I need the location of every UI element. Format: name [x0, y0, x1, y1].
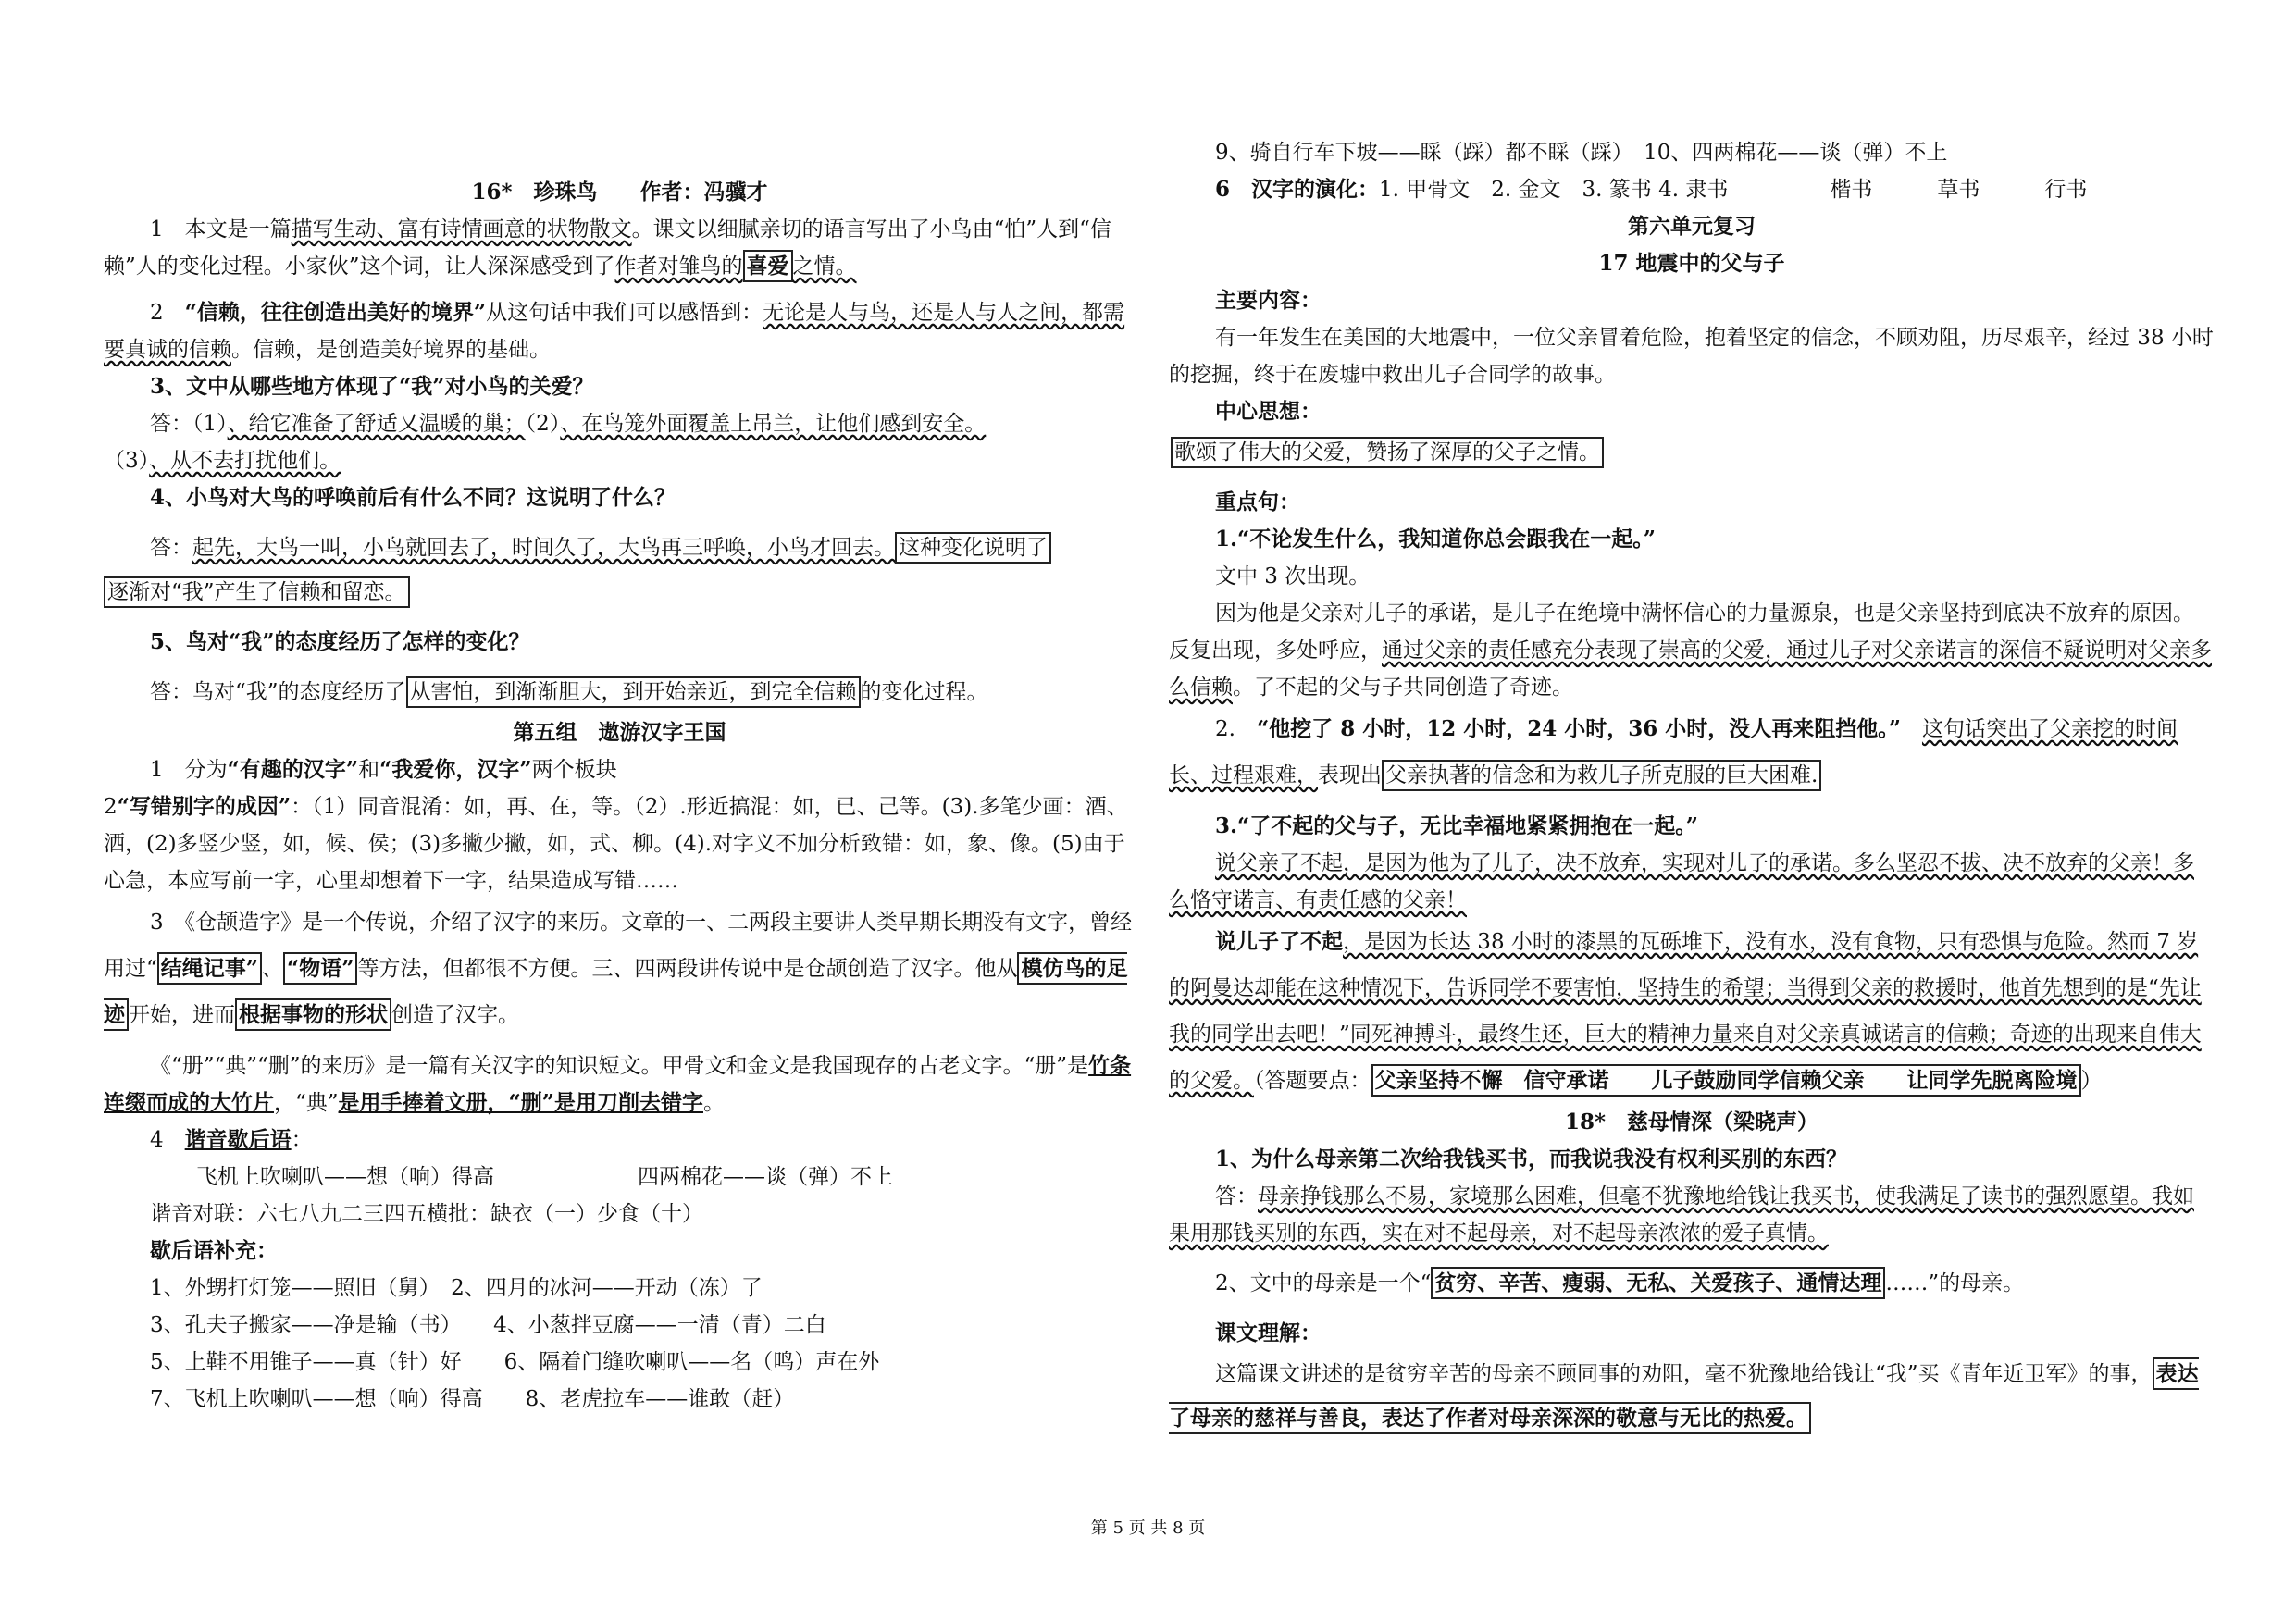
text: 草书 [1937, 178, 1980, 202]
text: 答： [1215, 1184, 1258, 1209]
underlined-text: 无论是人与鸟，还是人与人之间，都需要真诚的信赖 [104, 301, 1125, 362]
text: 因为他是父亲对儿子的承诺，是儿子在绝境中满怀信心的力量源泉，也是父亲坚持到底决不放弃的原因。反复出现，多处呼应， [1169, 601, 2194, 663]
boxed-text: 从害怕，到渐渐胆大，到开始亲近，到完全信赖 [406, 676, 861, 708]
boxed-text: 模仿鸟的足迹 [104, 952, 1127, 1031]
bold-text: 说儿子了不起 [1215, 929, 1343, 954]
underlined-text: 之情。 [792, 254, 857, 279]
xiehouyu-line-5: 9、骑自行车下坡——睬（踩）都不睬（踩） 10、四两棉花——谈（弹）不上 [1215, 141, 1948, 165]
lesson-18-answer-1 [1169, 1178, 2215, 1252]
underlined-text: 、给它准备了舒适又温暖的巢； [227, 412, 526, 436]
key-sentence-1-explain [1169, 595, 2215, 706]
key-sentence-3: 3.“了不起的父与子，无比幸福地紧紧拥抱在一起。” [1215, 813, 1698, 838]
text: 2 [104, 795, 118, 819]
text: 1 分为 [150, 758, 228, 782]
text-understanding-heading: 课文理解： [1215, 1320, 1322, 1345]
left-column [104, 130, 1136, 1418]
boxed-text: “物语” [283, 952, 357, 985]
main-content-heading: 主要内容： [1215, 288, 1322, 313]
key-sentences-heading: 重点句： [1215, 490, 1300, 514]
answer-4 [104, 526, 1136, 570]
answer-3-cont [104, 442, 1136, 479]
text: 和 [358, 758, 380, 782]
text: 创造了汉字。 [391, 1003, 519, 1027]
question-5: 5、鸟对“我”的态度经历了怎样的变化？ [150, 629, 530, 654]
character-evolution [1169, 171, 2215, 208]
key-sentence-1-note: 文中 3 次出现。 [1215, 564, 1371, 589]
boxed-text: 喜爱 [743, 250, 793, 282]
text: 2. [1215, 717, 1257, 741]
xiehouyu-2: 四两棉花——谈（弹）不上 [638, 1165, 893, 1189]
text: ） [2080, 1069, 2103, 1093]
question-3: 3、文中从哪些地方体现了“我”对小鸟的关爱？ [150, 374, 594, 399]
text: ，“典” [274, 1091, 339, 1115]
text: 1. 甲骨文 2. 金文 3. 篆书 4. 隶书 [1379, 178, 1729, 202]
xiehouyu-1: 飞机上吹喇叭——想（响）得高 [196, 1165, 494, 1189]
central-idea [1169, 430, 2215, 475]
group-5-item-3-b [104, 1048, 1136, 1122]
underlined-text: 起先，大鸟一叫，小鸟就回去了，时间久了，大鸟再三呼唤，小鸟才回去。 [192, 536, 895, 560]
text: 《“册”“典”“删”的来历》是一篇有关汉字的知识短文。甲骨文和金文是我国现存的古老文字。“册”是 [150, 1054, 1089, 1078]
group-5-item-4 [104, 1122, 1136, 1159]
text: （答题要点： [1254, 1069, 1371, 1093]
boxed-text: 歌颂了伟大的父爱，赞扬了深厚的父子之情。 [1171, 437, 1604, 468]
page-footer: 第 5 页 共 8 页 [1090, 1519, 1206, 1538]
text: （2） [525, 412, 561, 436]
bold-text: “写错别字的成因” [117, 794, 292, 819]
text: 2、文中的母亲是一个“ [1215, 1271, 1432, 1295]
text: 行书 [2044, 178, 2088, 202]
bold-text: “有趣的汉字” [227, 757, 359, 782]
xiehouyu-line-2: 3、孔夫子搬家——净是输（书） 4、小葱拌豆腐——一清（青）二白 [150, 1313, 826, 1337]
key-sentence-1: 1.“不论发生什么，我知道你总会跟我在一起。” [1215, 527, 1656, 552]
text: 。课文以细腻亲切的语言写出了小鸟由“怕”人到“信赖”人的变化过程。小家伙”这个词，让人深深感受到了 [104, 217, 1111, 279]
answer-4-cont [104, 570, 1136, 614]
text: 4 [150, 1128, 185, 1152]
underlined-text: 竹条连缀而成的大竹片 [104, 1053, 1132, 1115]
text: 。 [703, 1091, 725, 1115]
boxed-text: 表达了母亲的慈祥与善良，表达了作者对母亲深深的敬意与无比的热爱。 [1169, 1357, 2199, 1434]
xiehouyu-line-4: 7、飞机上吹喇叭——想（响）得高 8、老虎拉车——谁敢（赶） [150, 1387, 795, 1411]
underlined-text: 作者对雏鸟的 [614, 254, 743, 279]
text: 等方法，但都很不方便。三、四两段讲传说中是仓颉创造了汉字。他从 [357, 957, 1018, 981]
xiehouyu-line-1: 1、外甥打灯笼——照旧（舅） 2、四月的冰河——开动（冻）了 [150, 1276, 763, 1300]
text: 3 《仓颉造字》是一个传说，介绍了汉字的来历。文章的一、二两段主要讲人类早期长期没有文字，曾经用过“ [104, 911, 1133, 981]
text: 答： [150, 536, 192, 560]
answer-5 [104, 670, 1136, 714]
bold-text: “他挖了 8 小时，12 小时，24 小时，36 小时，没人再来阻挡他。” [1256, 716, 1901, 741]
text: 表现出 [1318, 763, 1382, 787]
text: 。信赖，是创造美好境界的基础。 [231, 338, 551, 362]
underlined-text: ，是因为长达 38 小时的漆黑的瓦砾堆下，没有水，没有食物，只有恐惧与危险。然而 7 岁的阿曼达却能在这种情况下，告诉同学不要害怕，坚持生的希望；当得到父亲的救援时，他首先想到的是“先让我的同学出去吧！”同死神搏斗，最终生还，巨大的精神力量来自对父亲真诚诺言的信赖；奇迹的出现来自伟大的父爱。 [1169, 930, 2202, 1093]
unit-6-title: 第六单元复习 [1628, 214, 1756, 239]
text: 1 本文是一篇 [150, 217, 292, 242]
text: 这篇课文讲述的是贫穷辛苦的母亲不顾同事的劝阻，毫不犹豫地给钱让“我”买《青年近卫军》的事， [1215, 1362, 2153, 1386]
text: 楷书 [1830, 178, 1873, 202]
boxed-text: 父亲执著的信念和为救儿子所克服的巨大困难. [1382, 760, 1821, 791]
underlined-text: 、从不去打扰他们。 [149, 449, 341, 473]
answer-3 [104, 405, 1136, 442]
key-sentence-3-father [1169, 845, 2215, 919]
lesson-18-question-1: 1、为什么母亲第二次给我钱买书，而我说我没有权利买别的东西？ [1215, 1147, 1848, 1172]
group-5-item-1 [104, 751, 1136, 788]
key-sentence-3-son [1169, 919, 2215, 1104]
text: ：（1）同音混淆：如，再、在，等。（2）.形近搞混：如，已、己等。(3).多笔少画：酒、洒，(2)多竖少竖，如，候、侯；(3)多撇少撇，如，式、柳。(4).对字义不加分析致错：如，象、像。(5)由于心急，本应写前一字，心里却想着下一字，结果造成写错…… [104, 795, 1128, 893]
underlined-text: 、在鸟笼外面覆盖上吊兰，让他们感到安全。 [560, 412, 987, 436]
underlined-text: 母亲挣钱那么不易，家境那么困难，但毫不犹豫地给钱让我买书，使我满足了读书的强烈愿望。我如果用那钱买别的东西，实在对不起母亲，对不起母亲浓浓的爱子真情。 [1169, 1184, 2194, 1246]
lesson-16-title: 16* 珍珠鸟 作者：冯骥才 [471, 180, 768, 205]
text: 从这句话中我们可以感悟到： [486, 301, 763, 325]
right-column [1169, 134, 2215, 1441]
lesson-18-title: 18* 慈母情深（梁晓声） [1564, 1110, 1819, 1134]
text: ……”的母亲。 [1885, 1271, 2025, 1295]
text: 开始，进而 [129, 1003, 235, 1027]
group-5-item-2 [104, 788, 1136, 899]
lesson-16-paragraph-1 [104, 211, 1136, 285]
text: 2 [150, 301, 185, 325]
xiehouyu-supplement-title: 歇后语补充： [150, 1238, 278, 1263]
boxed-text: 父亲坚持不懈 信守承诺 儿子鼓励同学信赖父亲 让同学先脱离险境 [1371, 1064, 2081, 1097]
underlined-text: 这句话突出了父亲挖的时间长、过程艰难， [1169, 717, 2178, 787]
bold-text: “我爱你，汉字” [379, 757, 532, 782]
boxed-text: 根据事物的形状 [235, 998, 391, 1031]
text: 。了不起的父与子共同创造了奇迹。 [1233, 676, 1573, 700]
lesson-17-title: 17 地震中的父与子 [1598, 251, 1785, 276]
group-5-item-3 [104, 899, 1136, 1038]
bold-text: “信赖，往往创造出美好的境界” [184, 300, 487, 325]
lesson-16-paragraph-2 [104, 294, 1136, 368]
xiehouyu-row [104, 1159, 1136, 1196]
lesson-18-question-2 [1169, 1261, 2215, 1306]
boxed-text: 这种变化说明了 [895, 532, 1051, 564]
boxed-text: 贫穷、辛苦、瘦弱、无私、关爱孩子、通情达理 [1431, 1267, 1885, 1299]
text: 两个板块 [531, 758, 617, 782]
text-understanding [1169, 1352, 2215, 1441]
central-idea-heading: 中心思想： [1215, 399, 1322, 424]
underlined-text: 通过父亲的责任感充分表现了崇高的父爱，通过儿子对父亲诺言的深信不疑说明对父亲多么信赖 [1169, 638, 2212, 700]
boxed-text: 逐渐对“我”产生了信赖和留恋。 [104, 576, 410, 608]
xiehouyu-line-3: 5、上鞋不用锥子——真（针）好 6、隔着门缝吹喇叭——名（鸣）声在外 [150, 1350, 880, 1374]
text: 答：鸟对“我”的态度经历了 [150, 680, 406, 704]
text: ： [291, 1128, 313, 1152]
underlined-text: 说父亲了不起，是因为他为了儿子，决不放弃，实现对儿子的承诺。多么坚忍不拔、决不放弃的父亲！多么恪守诺言、有责任感的父亲！ [1169, 851, 2194, 912]
underlined-text: 是用手捧着文册，“删”是用刀削去错字 [338, 1090, 703, 1115]
question-4: 4、小鸟对大鸟的呼唤前后有什么不同？这说明了什么？ [150, 485, 676, 510]
text: 、 [262, 957, 283, 981]
underlined-text: 描写生动、富有诗情画意的状物散文 [291, 217, 632, 242]
couplet: 谐音对联：六七八九二三四五横批：缺衣（一）少食（十） [150, 1202, 703, 1226]
bold-text: 6 汉字的演化： [1215, 177, 1380, 202]
text: 的变化过程。 [860, 680, 988, 704]
group-5-title: 第五组 遨游汉字王国 [513, 720, 726, 745]
underlined-text: 谐音歇后语 [184, 1127, 292, 1152]
boxed-text: 结绳记事” [157, 952, 262, 985]
text: 答：（1） [150, 412, 228, 436]
text: （3） [104, 449, 150, 473]
main-content: 有一年发生在美国的大地震中，一位父亲冒着危险，抱着坚定的信念，不顾劝阻，历尽艰辛，经过 38 小时的挖掘，终于在废墟中救出儿子合同学的故事。 [1169, 326, 2214, 387]
key-sentence-2 [1169, 706, 2215, 799]
